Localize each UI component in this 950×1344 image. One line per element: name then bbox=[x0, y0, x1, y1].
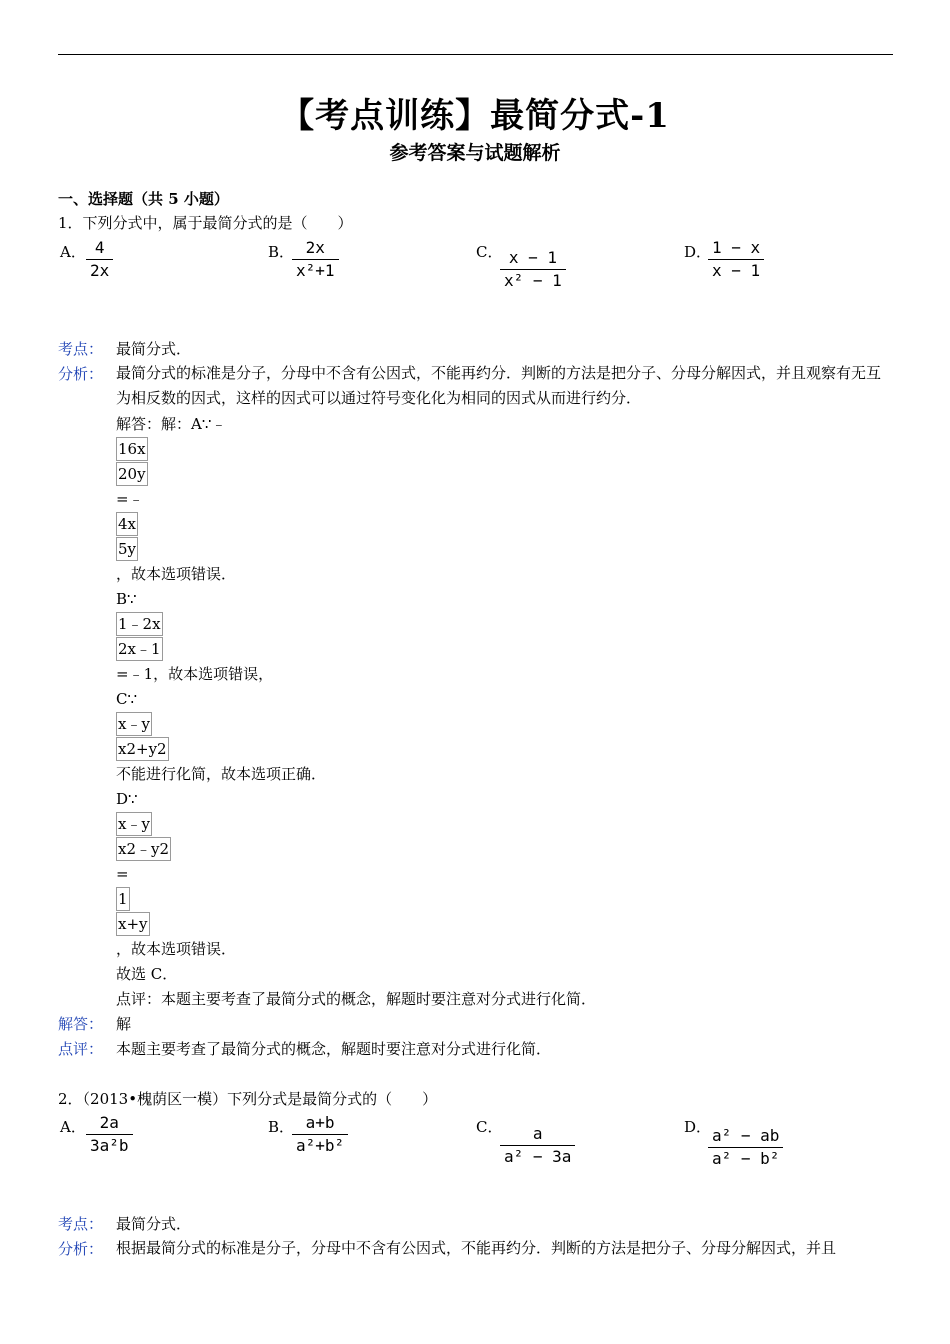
q1-kaodian-label: 考点： bbox=[58, 340, 104, 358]
numerator: a² − ab bbox=[712, 1126, 780, 1145]
q1-work-line-3: ，故本选项错误． bbox=[116, 565, 237, 583]
q1-work-line-1: 解答：解：A∵﹣ bbox=[116, 415, 227, 433]
q1-work-box-denominator: 20y bbox=[116, 462, 148, 486]
q1-work-line-10: ，故本选项错误． bbox=[116, 940, 237, 958]
q1-fenxi-label: 分析： bbox=[58, 365, 104, 383]
q1-work-box-denominator: x2+y2 bbox=[116, 737, 169, 761]
q1-work-box-denominator: x2﹣y2 bbox=[116, 837, 171, 861]
q1-jieda-text: 解 bbox=[116, 1015, 132, 1033]
page-title: 【考点训练】最简分式-1 bbox=[280, 96, 670, 136]
q1-option-a-fraction bbox=[86, 238, 113, 281]
page-subtitle: 参考答案与试题解析 bbox=[389, 142, 561, 164]
q1-work-box-numerator: 1﹣2x bbox=[116, 612, 163, 636]
fraction-bar bbox=[708, 259, 764, 260]
q1-work-line-4: B∵ bbox=[116, 590, 137, 608]
denominator: 3a²b bbox=[90, 1136, 129, 1155]
q1-option-b-fraction bbox=[292, 238, 339, 281]
q1-option-a-label: A． bbox=[60, 243, 86, 261]
numerator: x − 1 bbox=[508, 248, 557, 267]
q1-dianping-label: 点评： bbox=[58, 1040, 104, 1058]
denominator: x² − 1 bbox=[504, 271, 562, 290]
q1-stem: 1．下列分式中，属于最简分式的是（ ） bbox=[58, 214, 353, 232]
q2-kaodian-text: 最简分式． bbox=[116, 1215, 192, 1233]
q2-option-d-label: D． bbox=[684, 1118, 712, 1136]
q1-dianping-text: 本题主要考查了最简分式的概念，解题时要注意对分式进行化简． bbox=[116, 1040, 552, 1058]
q1-option-d-label: D． bbox=[684, 243, 712, 261]
q1-work-line-12: 点评：本题主要考查了最简分式的概念，解题时要注意对分式进行化简． bbox=[116, 990, 597, 1008]
q2-option-b-label: B． bbox=[268, 1118, 295, 1136]
q1-fenxi-text: 最简分式的标准是分子，分母中不含有公因式，不能再约分．判断的方法是把分子、分母分解因式，并且观察有无互为相反数的因式，这样的因式可以通过符号变化化为相同的因式从而进行约分． bbox=[116, 364, 882, 407]
q2-option-d-fraction bbox=[708, 1126, 783, 1169]
q1-option-c-fraction bbox=[500, 248, 566, 291]
q1-work-line-6: C∵ bbox=[116, 690, 138, 708]
q1-jieda-label: 解答： bbox=[58, 1015, 104, 1033]
numerator: 2a bbox=[99, 1113, 119, 1132]
q2-option-c-label: C． bbox=[476, 1118, 503, 1136]
q2-fenxi-label: 分析： bbox=[58, 1240, 104, 1258]
denominator: a² − b² bbox=[712, 1149, 780, 1168]
q1-work-box-numerator: 1 bbox=[116, 887, 130, 911]
fraction-bar bbox=[500, 1145, 575, 1146]
denominator: a² − 3a bbox=[504, 1147, 572, 1166]
q1-work-box-numerator: 4x bbox=[116, 512, 138, 536]
header-rule bbox=[58, 54, 893, 55]
q2-kaodian-label: 考点： bbox=[58, 1215, 104, 1233]
fraction-bar bbox=[292, 259, 339, 260]
q1-option-c-label: C． bbox=[476, 243, 503, 261]
q2-option-a-label: A． bbox=[60, 1118, 86, 1136]
section-heading: 一、选择题（共 5 小题） bbox=[58, 190, 229, 208]
denominator: x − 1 bbox=[712, 261, 761, 280]
q1-work-box-denominator: x+y bbox=[116, 912, 150, 936]
numerator: a bbox=[532, 1124, 543, 1143]
q1-work-line-11: 故选 C． bbox=[116, 965, 178, 983]
q2-option-a-fraction bbox=[86, 1113, 133, 1156]
fraction-bar bbox=[500, 269, 566, 270]
q1-kaodian-text: 最简分式． bbox=[116, 340, 192, 358]
denominator: a²+b² bbox=[296, 1136, 345, 1155]
q1-work-box-denominator: 5y bbox=[116, 537, 138, 561]
numerator: a+b bbox=[305, 1113, 335, 1132]
denominator: 2x bbox=[90, 261, 110, 280]
q1-work-line-8: D∵ bbox=[116, 790, 138, 808]
q1-work-box-denominator: 2x﹣1 bbox=[116, 637, 163, 661]
numerator: 4 bbox=[94, 238, 105, 257]
fraction-bar bbox=[86, 1134, 133, 1135]
fraction-bar bbox=[292, 1134, 348, 1135]
q1-work-line-2: =﹣ bbox=[116, 490, 144, 508]
q2-stem: 2．（2013•槐荫区一模）下列分式是最简分式的（ ） bbox=[58, 1090, 438, 1108]
q2-option-b-fraction bbox=[292, 1113, 348, 1156]
q2-fenxi-text: 根据最简分式的标准是分子，分母中不含有公因式，不能再约分．判断的方法是把分子、分母分解因式，并且 bbox=[116, 1239, 837, 1257]
q1-work-line-7: 不能进行化简，故本选项正确． bbox=[116, 765, 327, 783]
fraction-bar bbox=[86, 259, 113, 260]
numerator: 2x bbox=[305, 238, 325, 257]
q1-work-box-numerator: x﹣y bbox=[116, 812, 152, 836]
numerator: 1 − x bbox=[712, 238, 761, 257]
q2-option-c-fraction bbox=[500, 1124, 575, 1167]
fraction-bar bbox=[708, 1147, 783, 1148]
q1-work-box-numerator: x﹣y bbox=[116, 712, 152, 736]
q1-option-b-label: B． bbox=[268, 243, 295, 261]
denominator: x²+1 bbox=[296, 261, 335, 280]
q1-work-line-5: =﹣1，故本选项错误， bbox=[116, 665, 274, 683]
q1-option-d-fraction bbox=[708, 238, 764, 281]
q1-work-box-numerator: 16x bbox=[116, 437, 148, 461]
q1-work-line-9: = bbox=[116, 865, 129, 883]
